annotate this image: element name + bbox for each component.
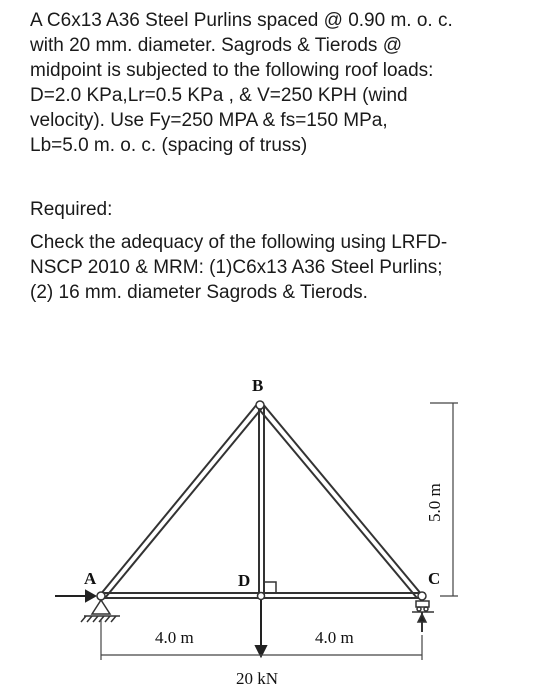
required-line: NSCP 2010 & MRM: (1)C6x13 A36 Steel Purlins; bbox=[30, 257, 443, 278]
pin-support-a bbox=[81, 600, 120, 622]
joint-d bbox=[258, 593, 265, 600]
roller-support-c bbox=[412, 601, 434, 632]
reaction-arrow-a bbox=[55, 591, 95, 601]
joint-c bbox=[418, 592, 426, 600]
right-span-label: 4.0 m bbox=[315, 628, 354, 647]
problem-statement bbox=[30, 8, 520, 158]
problem-line: midpoint is subjected to the following roof loads: bbox=[30, 60, 434, 81]
required-line: Check the adequacy of the following using LRFD- bbox=[30, 232, 448, 253]
problem-line: velocity). Use Fy=250 MPA & fs=150 MPa, bbox=[30, 110, 388, 131]
problem-line: Lb=5.0 m. o. c. (spacing of truss) bbox=[30, 135, 308, 156]
node-label-c: C bbox=[428, 569, 441, 588]
node-label-b: B bbox=[252, 376, 264, 395]
required-heading bbox=[30, 197, 520, 222]
load-arrow bbox=[256, 600, 266, 656]
truss-diagram bbox=[0, 350, 533, 700]
required-line: (2) 16 mm. diameter Sagrods & Tierods. bbox=[30, 282, 368, 303]
problem-line: with 20 mm. diameter. Sagrods & Tierods @ bbox=[30, 35, 402, 56]
node-label-d: D bbox=[238, 571, 251, 590]
problem-line: A C6x13 A36 Steel Purlins spaced @ 0.90 m. o. c. bbox=[30, 10, 453, 31]
left-span-label: 4.0 m bbox=[155, 628, 194, 647]
problem-line: D=2.0 KPa,Lr=0.5 KPa , & V=250 KPH (wind bbox=[30, 85, 408, 106]
truss-joints bbox=[97, 401, 426, 600]
node-label-a: A bbox=[84, 569, 97, 588]
joint-b bbox=[256, 401, 264, 409]
required-body bbox=[30, 230, 520, 305]
required-title: Required: bbox=[30, 199, 113, 220]
truss-members bbox=[100, 403, 425, 598]
load-label: 20 kN bbox=[236, 669, 279, 688]
height-label: 5.0 m bbox=[425, 483, 444, 522]
